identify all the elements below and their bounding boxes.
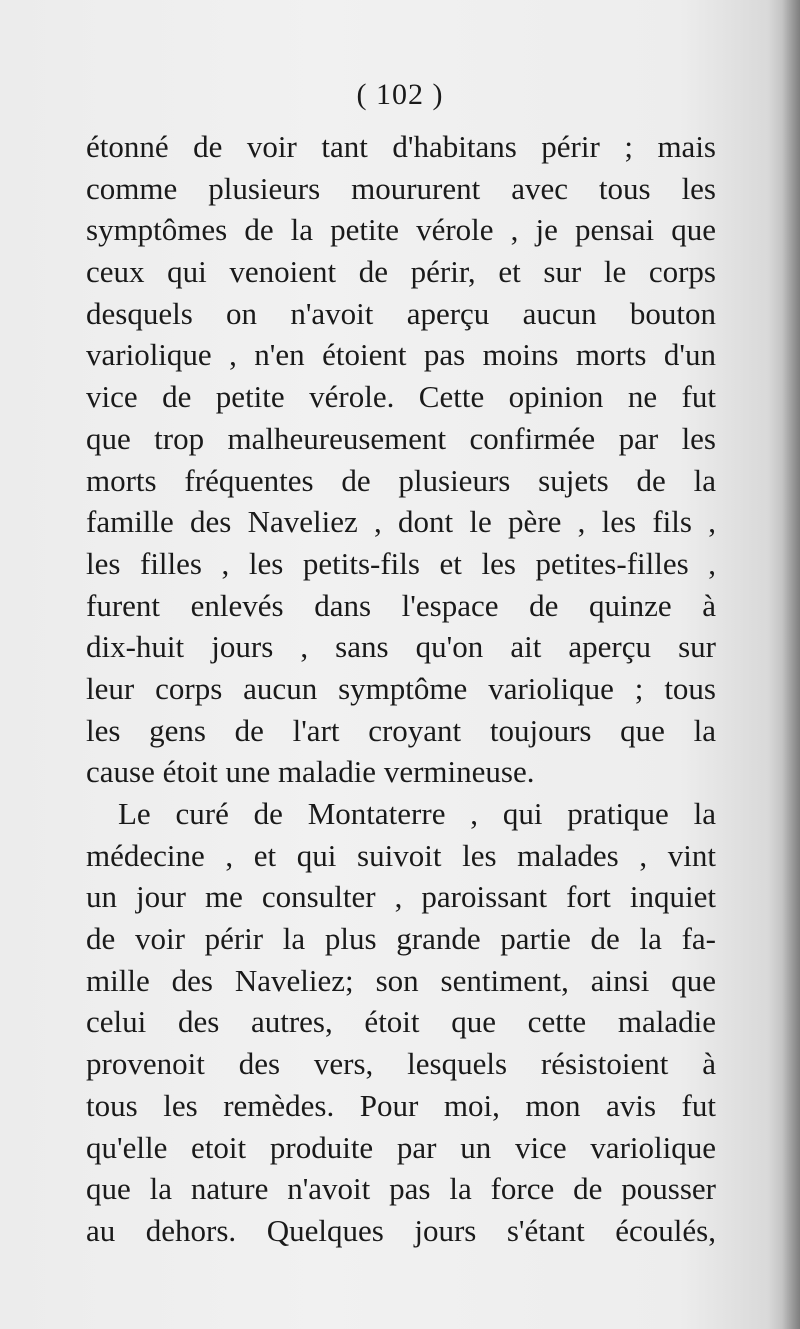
text-line: que trop malheureusement confirmée par les <box>86 420 716 456</box>
text-line: symptômes de la petite vérole , je pensai que <box>86 212 716 248</box>
text-line: leur corps aucun symptôme variolique ; tous <box>86 670 716 706</box>
text-line: dix-huit jours , sans qu'on ait aperçu sur <box>86 629 716 665</box>
text-line: que la nature n'avoit pas la force de pousser <box>86 1171 716 1207</box>
text-line: vice de petite vérole. Cette opinion ne fut <box>86 379 716 415</box>
text-line: Le curé de Montaterre , qui pratique la <box>118 796 716 831</box>
text-line: un jour me consulter , paroissant fort inquiet <box>86 879 716 915</box>
text-line: celui des autres, étoit que cette maladie <box>86 1004 716 1040</box>
text-line: variolique , n'en étoient pas moins morts d'un <box>86 337 716 373</box>
text-line: provenoit des vers, lesquels résistoient à <box>86 1046 716 1082</box>
text-line: mille des Naveliez; son sentiment, ainsi que <box>86 962 716 998</box>
text-line: desquels on n'avoit aperçu aucun bouton <box>86 295 716 331</box>
text-line: morts fréquentes de plusieurs sujets de la <box>86 462 716 498</box>
text-line: comme plusieurs moururent avec tous les <box>86 170 716 206</box>
page-edge-shadow <box>782 0 800 1329</box>
text-line: famille des Naveliez , dont le père , les fils , <box>86 504 716 540</box>
text-line: étonné de voir tant d'habitans périr ; mais <box>86 129 716 164</box>
text-line: ceux qui venoient de périr, et sur le corps <box>86 254 716 290</box>
text-line: de voir périr la plus grande partie de la fa- <box>86 921 716 957</box>
text-line: furent enlevés dans l'espace de quinze à <box>86 587 716 623</box>
text-line: médecine , et qui suivoit les malades , vint <box>86 837 716 873</box>
text-line: tous les remèdes. Pour moi, mon avis fut <box>86 1087 716 1123</box>
text-line: cause étoit une maladie vermineuse. <box>86 754 535 790</box>
body-text <box>86 126 716 1252</box>
text-line: au dehors. Quelques jours s'étant écoulés, <box>86 1212 716 1248</box>
page-number: ( 102 ) <box>356 78 444 111</box>
text-line: les gens de l'art croyant toujours que la <box>86 712 716 748</box>
text-line: les filles , les petits-fils et les petites-filles , <box>86 545 716 581</box>
text-line: qu'elle etoit produite par un vice variolique <box>86 1129 716 1165</box>
